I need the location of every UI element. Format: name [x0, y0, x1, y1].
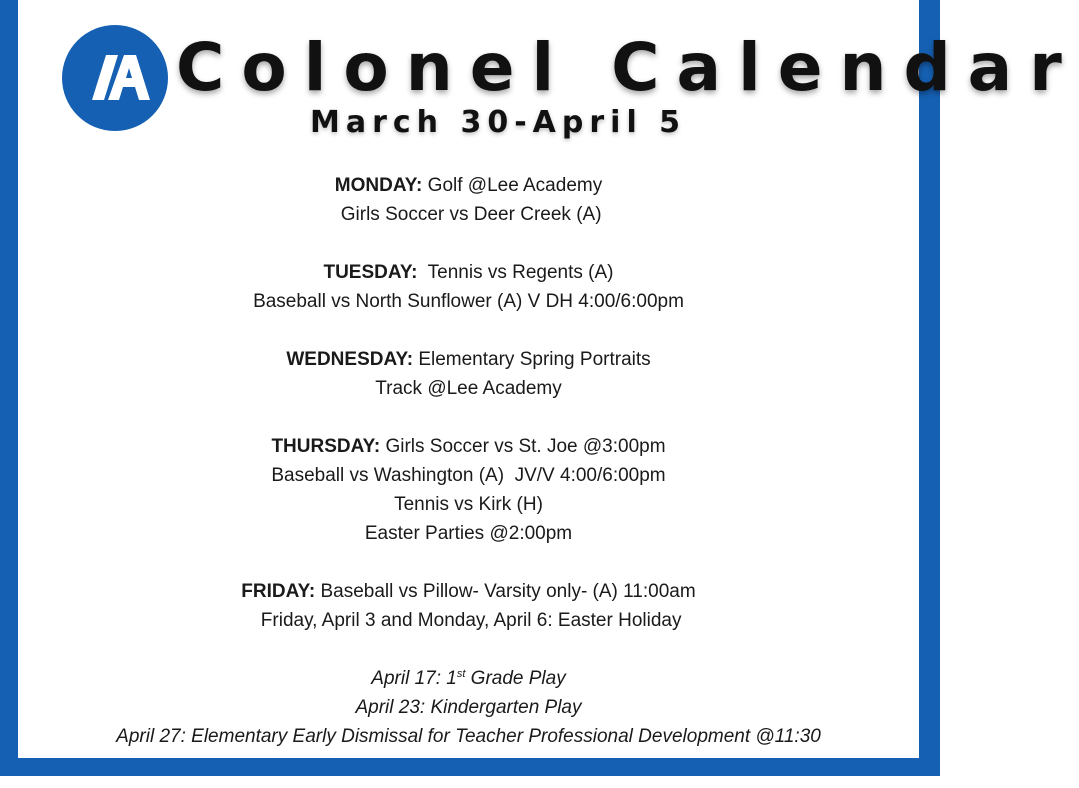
upcoming-early-dismissal: April 27: Elementary Early Dismissal for Teacher Professional Development @11:30: [116, 726, 821, 747]
weekly-schedule: [18, 171, 919, 751]
thursday-event-3: Tennis vs Kirk (H): [394, 494, 543, 515]
wednesday-event-1: Elementary Spring Portraits: [413, 349, 651, 370]
monday-event-2: Girls Soccer vs Deer Creek (A): [335, 204, 602, 225]
upcoming-first-grade-play: [18, 664, 919, 693]
friday-event-1: Baseball vs Pillow- Varsity only- (A) 11:00am: [315, 581, 696, 602]
day-label-friday: FRIDAY:: [241, 581, 316, 602]
friday-line: [18, 577, 919, 606]
ordinal-suffix: st: [456, 668, 466, 680]
day-label-thursday: THURSDAY:: [271, 436, 381, 457]
thursday-event-2: Baseball vs Washington (A) JV/V 4:00/6:00pm: [271, 465, 666, 486]
day-label-tuesday: TUESDAY:: [323, 262, 418, 283]
tuesday-line: [18, 258, 919, 287]
thursday-event-1: Girls Soccer vs St. Joe @3:00pm: [380, 436, 666, 457]
upcoming-kindergarten-play: April 23: Kindergarten Play: [355, 697, 582, 718]
tuesday-event-1: Tennis vs Regents (A): [417, 262, 614, 283]
school-logo: [62, 25, 168, 131]
page-title: Colonel Calendar: [176, 29, 1079, 106]
monday-line: [18, 171, 919, 200]
first-grade-event: Grade Play: [465, 668, 566, 689]
day-label-wednesday: WEDNESDAY:: [286, 349, 414, 370]
day-label-monday: MONDAY:: [334, 175, 423, 196]
monday-event-1: Golf @Lee Academy: [422, 175, 603, 196]
wednesday-line: [18, 345, 919, 374]
bottom-margin: [0, 776, 940, 788]
thursday-event-4: Easter Parties @2:00pm: [364, 523, 573, 544]
date-range: March 30-April 5: [310, 105, 687, 140]
first-grade-date: April 17: 1: [371, 668, 457, 689]
thursday-line: [18, 432, 919, 461]
tuesday-event-2: Baseball vs North Sunflower (A) V DH 4:00/6:00pm: [253, 291, 684, 312]
wednesday-event-2: Track @Lee Academy: [375, 378, 562, 399]
friday-event-2: Friday, April 3 and Monday, April 6: Easter Holiday: [255, 610, 682, 631]
